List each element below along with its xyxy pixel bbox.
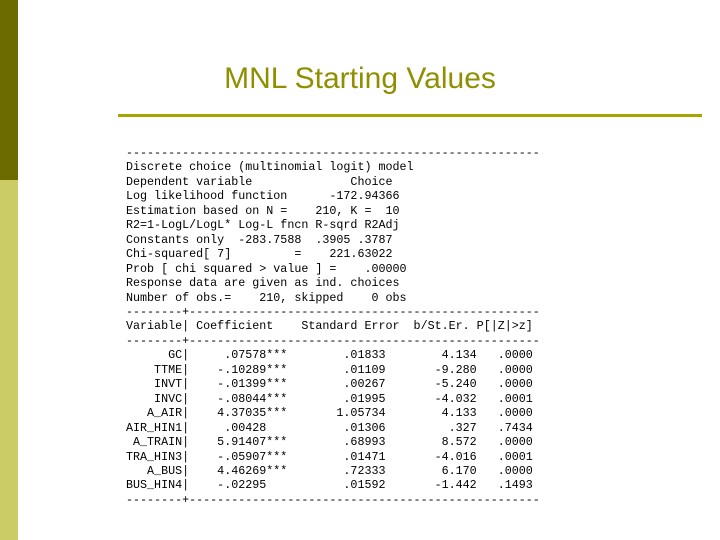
- output-line: TTME| -.10289*** .01109 -9.280 .0000: [126, 362, 533, 377]
- output-line: R2=1-LogL/LogL* Log-L fncn R-sqrd R2Adj: [126, 218, 400, 233]
- output-line: INVT| -.01399*** .00267 -5.240 .0000: [126, 377, 533, 392]
- output-line: BUS_HIN4| -.02295 .01592 -1.442 .1493: [126, 478, 533, 493]
- output-line: --------+--------------------------------------------------: [126, 333, 540, 348]
- output-line: Number of obs.= 210, skipped 0 obs: [126, 290, 407, 305]
- output-line: AIR_HIN1| .00428 .01306 .327 .7434: [126, 420, 533, 435]
- slide-title: MNL Starting Values: [224, 62, 496, 95]
- output-line: A_TRAIN| 5.91407*** .68993 8.572 .0000: [126, 435, 533, 450]
- output-line: Response data are given as ind. choices: [126, 276, 400, 291]
- output-line: --------+--------------------------------------------------: [126, 492, 540, 507]
- output-line: -----------------------------------------------------------: [126, 146, 540, 160]
- output-line: --------+--------------------------------------------------: [126, 304, 540, 319]
- output-line: INVC| -.08044*** .01995 -4.032 .0001: [126, 391, 533, 406]
- output-line: Prob [ chi squared > value ] = .00000: [126, 261, 407, 276]
- output-line: Chi-squared[ 7] = 221.63022: [126, 247, 393, 262]
- output-line: Discrete choice (multinomial logit) model: [126, 160, 414, 175]
- output-line: TRA_HIN3| -.05907*** .01471 -4.016 .0001: [126, 449, 533, 464]
- output-line: Constants only -283.7588 .3905 .3787: [126, 232, 393, 247]
- title-divider: [118, 114, 702, 117]
- output-line: GC| .07578*** .01833 4.134 .0000: [126, 348, 533, 363]
- output-line: A_AIR| 4.37035*** 1.05734 4.133 .0000: [126, 406, 533, 421]
- output-line: Variable| Coefficient Standard Error b/St.Er. P[|Z|>z]: [126, 319, 533, 334]
- output-line: Log likelihood function -172.94366: [126, 189, 400, 204]
- output-line: Estimation based on N = 210, K = 10: [126, 203, 400, 218]
- output-line: A_BUS| 4.46269*** .72333 6.170 .0000: [126, 463, 533, 478]
- accent-bar-light: [0, 180, 18, 540]
- regression-output: [126, 146, 540, 507]
- output-line: Dependent variable Choice: [126, 174, 393, 189]
